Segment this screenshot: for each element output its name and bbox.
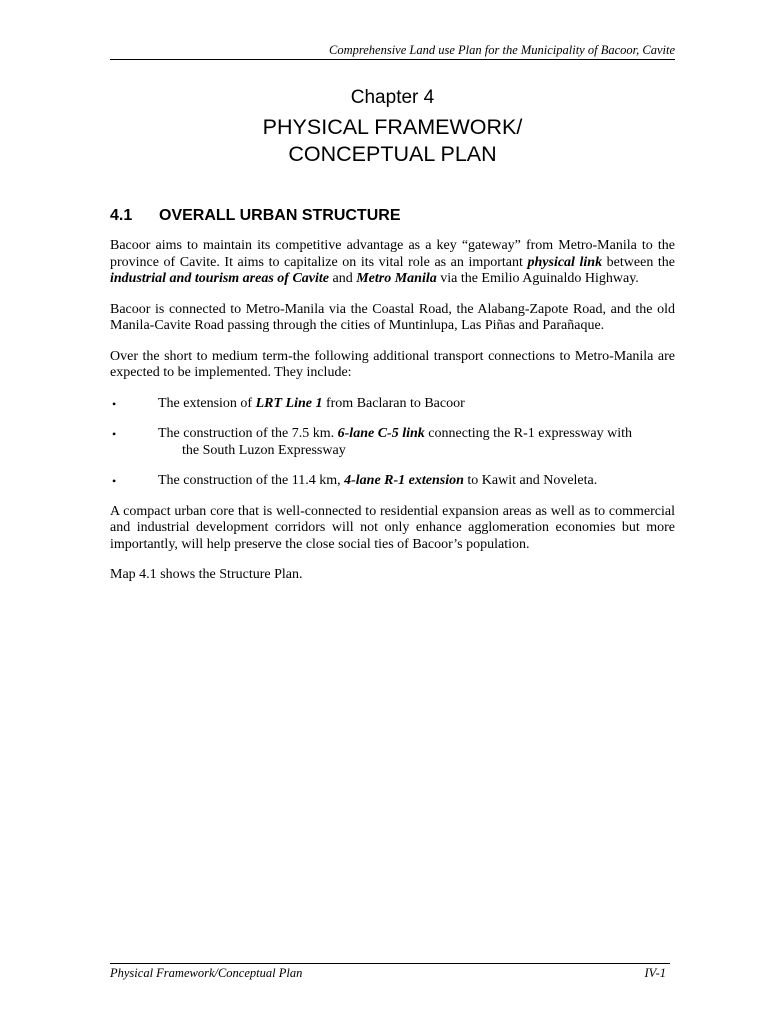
bullet-icon: • <box>112 396 117 411</box>
emphasis-r1-extension: 4-lane R-1 extension <box>344 473 464 488</box>
section-title: OVERALL URBAN STRUCTURE <box>159 207 401 224</box>
text-run: Bacoor aims to maintain its competitive advantage as a key “gateway” from Metro-Manila to the province of Cavite. It aims to capitalize on its vital role as an important <box>110 238 675 270</box>
list-item <box>110 473 675 490</box>
list-item <box>110 396 675 413</box>
paragraph-urban-core: A compact urban core that is well-connected to residential expansion areas as well as to commercial and industrial development corridors will not only enhance agglomeration economies but more importantly, will help preserve the close social ties of Bacoor’s population. <box>110 503 675 552</box>
emphasis-c5-link: 6-lane C-5 link <box>337 426 425 441</box>
chapter-label: Chapter 4 <box>350 87 435 108</box>
text-run: from Baclaran to Bacoor <box>322 395 465 411</box>
emphasis-metro-manila: Metro Manila <box>356 271 437 286</box>
chapter-title-line-1: PHYSICAL FRAMEWORK/ <box>262 115 523 139</box>
emphasis-lrt: LRT Line 1 <box>255 395 323 411</box>
paragraph-gateway <box>110 238 675 288</box>
transport-list <box>110 396 675 490</box>
chapter-title <box>110 114 675 168</box>
paragraph-map-reference: Map 4.1 shows the Structure Plan. <box>110 567 303 582</box>
bullet-icon: • <box>112 474 117 488</box>
bullet-icon: • <box>112 427 117 441</box>
emphasis-physical-link: physical link <box>527 254 603 270</box>
text-run-continuation: the South Luzon Expressway <box>182 442 346 458</box>
page-number: IV-1 <box>644 966 666 980</box>
text-run: and <box>328 271 357 286</box>
paragraph-transport: Over the short to medium term-the following additional transport connections to Metro-Manila are expected to be implemented. They include: <box>110 348 675 380</box>
paragraph-connections: Bacoor is connected to Metro-Manila via the Coastal Road, the Alabang-Zapote Road, and the old Manila-Cavite Road passing through the cities of Muntinlupa, Las Piñas and Parañaque. <box>110 301 675 333</box>
section-heading <box>110 206 675 225</box>
text-run: The construction of the 11.4 km, <box>158 473 345 488</box>
text-run: The construction of the 7.5 km. <box>158 426 338 441</box>
text-run: The extension of <box>158 395 256 411</box>
page-footer <box>110 963 670 980</box>
chapter-title-line-2: CONCEPTUAL PLAN <box>288 142 497 166</box>
text-run: connecting the R-1 expressway with <box>424 426 632 441</box>
section-number: 4.1 <box>110 207 133 224</box>
text-run: to Kawit and Noveleta. <box>463 473 598 488</box>
text-run: between the <box>602 254 675 270</box>
running-header: Comprehensive Land use Plan for the Municipality of Bacoor, Cavite <box>110 43 675 60</box>
footer-title: Physical Framework/Conceptual Plan <box>110 966 303 980</box>
list-item <box>110 426 675 459</box>
body-text <box>110 238 675 598</box>
emphasis-industrial-tourism: industrial and tourism areas of Cavite <box>110 271 329 286</box>
text-run: via the Emilio Aguinaldo Highway. <box>436 271 639 286</box>
